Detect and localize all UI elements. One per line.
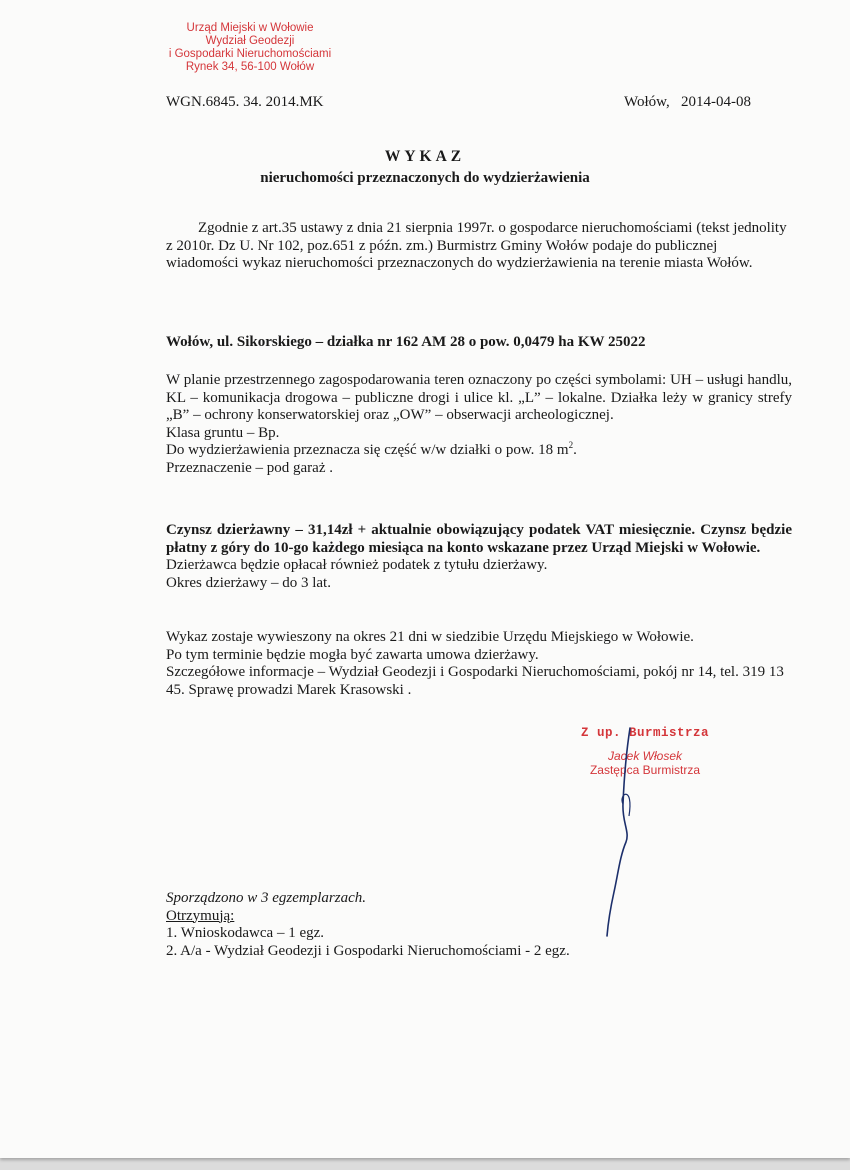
soil-class: Klasa gruntu – Bp. (166, 424, 280, 441)
place-and-date: Wołów, 2014-04-08 (624, 94, 751, 110)
rent-section (166, 522, 792, 592)
tax-note: Dzierżawca będzie opłacał również podatek z tytułu dzierżawy. (166, 557, 548, 573)
signature-stamp-authority: Z up. Burmistrza (580, 726, 710, 740)
reference-number: WGN.6845. 34. 2014.MK (166, 94, 324, 110)
notice-line: Po tym terminie będzie mogła być zawarta umowa dzierżawy. (166, 646, 539, 663)
office-stamp-line: Wydział Geodezji (205, 35, 295, 47)
recipients-label: Otrzymują: (166, 907, 235, 924)
notice-section (166, 629, 792, 699)
lease-period: Okres dzierżawy – do 3 lat. (166, 574, 331, 591)
lease-area (166, 442, 792, 460)
copies-note: Sporządzono w 3 egzemplarzach. (166, 890, 367, 906)
office-header-stamp (150, 22, 350, 74)
lease-area-text: Do wydzierżawienia przeznacza się część w/w działki o pow. 18 m (166, 442, 569, 458)
recipient-item: 2. A/a - Wydział Geodezji i Gospodarki Nieruchomościami - 2 egz. (166, 942, 570, 959)
zoning-paragraph: W planie przestrzennego zagospodarowania teren oznaczony po części symbolami: UH – usługi handlu, KL – komunikacja drogowa – publiczne drogi i ulice kl. „L” – lokalne. Działka leży w granicy strefy „B” – ochrony konserwatorskiej oraz „OW” – obserwacji archeologicznej. (166, 372, 792, 423)
footer-section (166, 890, 792, 960)
signatory-title: Zastępca Burmistrza (589, 763, 701, 777)
rent-terms: Czynsz dzierżawny – 31,14zł + aktualnie obowiązujący podatek VAT miesięcznie. Czynsz będzie płatny z góry do 10-go każdego miesiąca na konto wskazane przez Urząd Miejski w Wołowie. (166, 522, 792, 556)
document-subtitle: nieruchomości przeznaczonych do wydzierżawienia (260, 170, 590, 186)
office-stamp-line: i Gospodarki Nieruchomościami (168, 48, 332, 60)
purpose: Przeznaczenie – pod garaż . (166, 459, 333, 476)
office-stamp-line: Urząd Miejski w Wołowie (186, 22, 314, 34)
document-title: WYKAZ (384, 148, 466, 165)
contact-info: Szczegółowe informacje – Wydział Geodezji i Gospodarki Nieruchomościami, pokój nr 14, tel. 319 13 45. Sprawę prowadzi Marek Krasowski . (166, 664, 784, 698)
notice-line: Wykaz zostaje wywieszony na okres 21 dni w siedzibie Urzędu Miejskiego w Wołowie. (166, 629, 694, 645)
parcel-heading: Wołów, ul. Sikorskiego – działka nr 162 AM 28 o pow. 0,0479 ha KW 25022 (166, 334, 646, 350)
plan-section (166, 372, 792, 477)
lease-area-end: . (573, 442, 577, 458)
recipient-item: 1. Wnioskodawca – 1 egz. (166, 925, 325, 941)
office-stamp-line: Rynek 34, 56-100 Wołów (185, 61, 315, 73)
signatory-name: Jacek Włosek (607, 749, 683, 763)
intro-paragraph: Zgodnie z art.35 ustawy z dnia 21 sierpnia 1997r. o gospodarce nieruchomościami (tekst jednolity z 2010r. Dz U. Nr 102, poz.651 z późn. zm.) Burmistrz Gminy Wołów podaje do publicznej wiadomości wykaz nieruchomości przeznaczonych do wydzierżawienia na terenie miasta Wołów. (166, 220, 787, 271)
area-unit-exponent: 2 (568, 440, 574, 450)
